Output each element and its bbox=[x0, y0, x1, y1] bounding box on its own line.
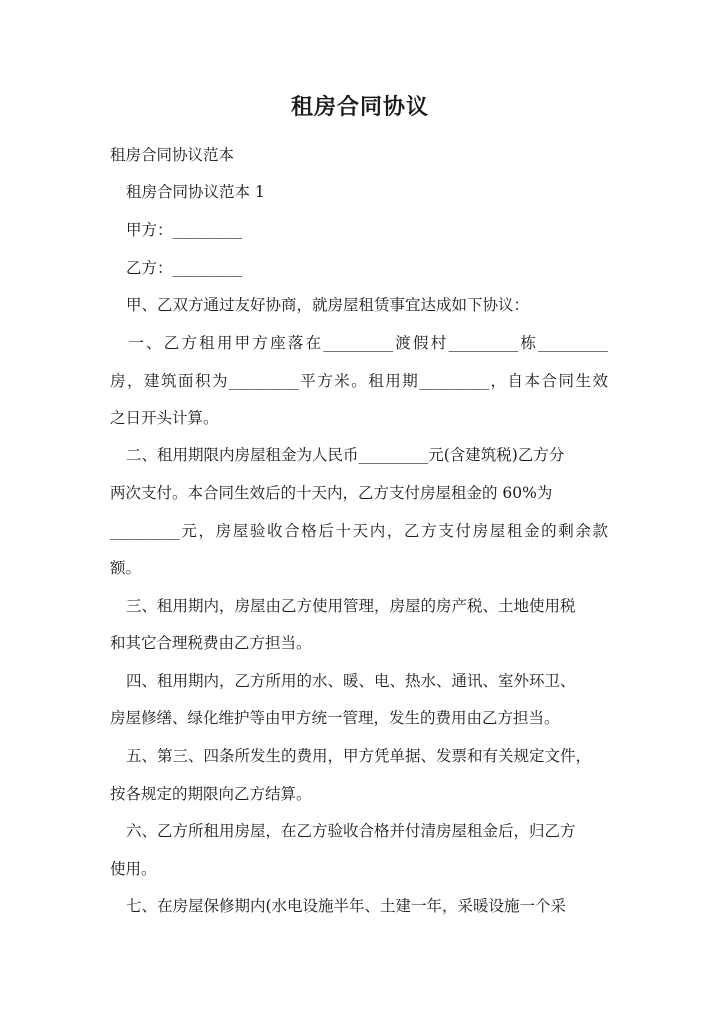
clause-1-line-3: 之日开头计算。 bbox=[110, 409, 219, 427]
party-b-line: 乙方：_________ bbox=[126, 259, 243, 277]
clause-3-line-1: 三、租用期内，房屋由乙方使用管理，房屋的房产税、土地使用税 bbox=[126, 597, 576, 615]
clause-6-line-1: 六、乙方所租用房屋，在乙方验收合格并付清房屋租金后，归乙方 bbox=[126, 822, 576, 840]
intro-paragraph: 甲、乙双方通过友好协商，就房屋租赁事宜达成如下协议： bbox=[126, 296, 530, 314]
party-a-line: 甲方：_________ bbox=[126, 221, 243, 239]
document-title: 租房合同协议 bbox=[290, 94, 429, 120]
clause-6-line-2: 使用。 bbox=[110, 860, 157, 878]
clause-2-line-4: 额。 bbox=[110, 559, 142, 577]
clause-2-line-1: 二、租用期限内房屋租金为人民币_________元(含建筑税)乙方分 bbox=[126, 446, 565, 464]
clause-5-line-1: 五、第三、四条所发生的费用，甲方凭单据、发票和有关规定文件， bbox=[126, 747, 592, 765]
clause-1-line-2: 房，建筑面积为_________平方米。租用期_________，自本合同生效 bbox=[110, 372, 608, 390]
document-subtitle: 租房合同协议范本 bbox=[110, 146, 235, 164]
clause-7-line-1: 七、在房屋保修期内(水电设施半年、土建一年，采暖设施一个采 bbox=[126, 897, 567, 915]
clause-3-line-2: 和其它合理税费由乙方担当。 bbox=[110, 634, 312, 652]
clause-5-line-2: 按各规定的期限向乙方结算。 bbox=[110, 785, 312, 803]
clause-4-line-2: 房屋修缮、绿化维护等由甲方统一管理，发生的费用由乙方担当。 bbox=[110, 709, 560, 727]
sample-heading: 租房合同协议范本 1 bbox=[126, 183, 265, 201]
clause-2-line-3: _________元，房屋验收合格后十天内，乙方支付房屋租金的剩余款 bbox=[110, 522, 608, 540]
clause-2-line-2: 两次支付。本合同生效后的十天内，乙方支付房屋租金的 60%为 bbox=[110, 484, 553, 502]
clause-1-line-1: 一、乙方租用甲方座落在_________渡假村_________栋_________ bbox=[126, 334, 608, 352]
clause-4-line-1: 四、租用期内，乙方所用的水、暖、电、热水、通讯、室外环卫、 bbox=[126, 672, 576, 690]
